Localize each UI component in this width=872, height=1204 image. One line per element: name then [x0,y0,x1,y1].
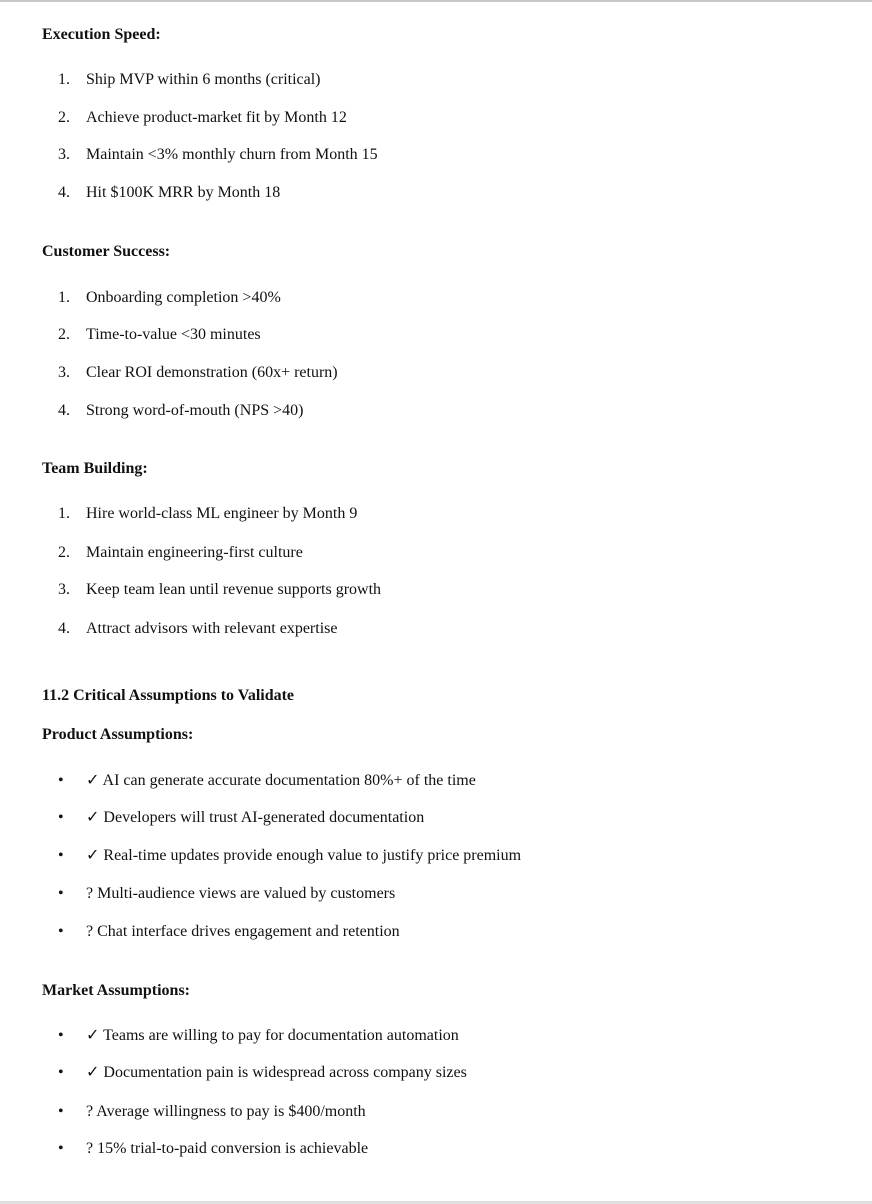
list-number: 1. [58,289,70,306]
section-heading-team-building: Team Building: [42,460,148,477]
list-item-text: ? 15% trial-to-paid conversion is achievable [86,1140,369,1157]
section-heading-execution-speed: Execution Speed: [42,26,161,43]
list-item-text: Ship MVP within 6 months (critical) [86,71,321,88]
list-item-text: ✓ Documentation pain is widespread across company sizes [86,1064,467,1081]
bullet-icon: • [58,772,64,789]
list-number: 3. [58,146,70,163]
list-item-text: ✓ Teams are willing to pay for documentation automation [86,1027,459,1044]
list-item-text: Hit $100K MRR by Month 18 [86,184,281,201]
bullet-icon: • [58,885,64,902]
list-number: 2. [58,109,70,126]
list-item-text: ? Average willingness to pay is $400/month [86,1103,366,1120]
list-item-text: Maintain <3% monthly churn from Month 15 [86,146,378,163]
list-item-text: ? Chat interface drives engagement and retention [86,923,400,940]
subsection-title: 11.2 Critical Assumptions to Validate [42,687,295,704]
list-item-text: ✓ AI can generate accurate documentation 80%+ of the time [86,772,476,789]
list-number: 2. [58,544,70,561]
list-number: 4. [58,402,70,419]
section-heading-product-assumptions: Product Assumptions: [42,726,194,743]
list-number: 3. [58,364,70,381]
list-item-text: Attract advisors with relevant expertise [86,620,338,637]
bullet-icon: • [58,1027,64,1044]
list-item-text: ✓ Developers will trust AI-generated documentation [86,809,425,826]
list-number: 4. [58,620,70,637]
list-item-text: Time-to-value <30 minutes [86,326,261,343]
list-item-text: ? Multi-audience views are valued by customers [86,885,396,902]
bullet-icon: • [58,1064,64,1081]
list-item-text: Hire world-class ML engineer by Month 9 [86,505,358,522]
list-number: 2. [58,326,70,343]
section-heading-customer-success: Customer Success: [42,243,171,260]
list-number: 4. [58,184,70,201]
list-item-text: Strong word-of-mouth (NPS >40) [86,402,304,419]
list-number: 1. [58,71,70,88]
list-number: 3. [58,581,70,598]
list-item-text: Maintain engineering-first culture [86,544,303,561]
bullet-icon: • [58,923,64,940]
bullet-icon: • [58,847,64,864]
list-item-text: Keep team lean until revenue supports growth [86,581,382,598]
bullet-icon: • [58,1140,64,1157]
list-item-text: Onboarding completion >40% [86,289,281,306]
list-item-text: Clear ROI demonstration (60x+ return) [86,364,338,381]
bullet-icon: • [58,809,64,826]
section-heading-market-assumptions: Market Assumptions: [42,982,191,999]
list-item-text: ✓ Real-time updates provide enough value to justify price premium [86,847,522,864]
top-divider [0,0,872,2]
list-number: 1. [58,505,70,522]
bullet-icon: • [58,1103,64,1120]
list-item-text: Achieve product-market fit by Month 12 [86,109,347,126]
